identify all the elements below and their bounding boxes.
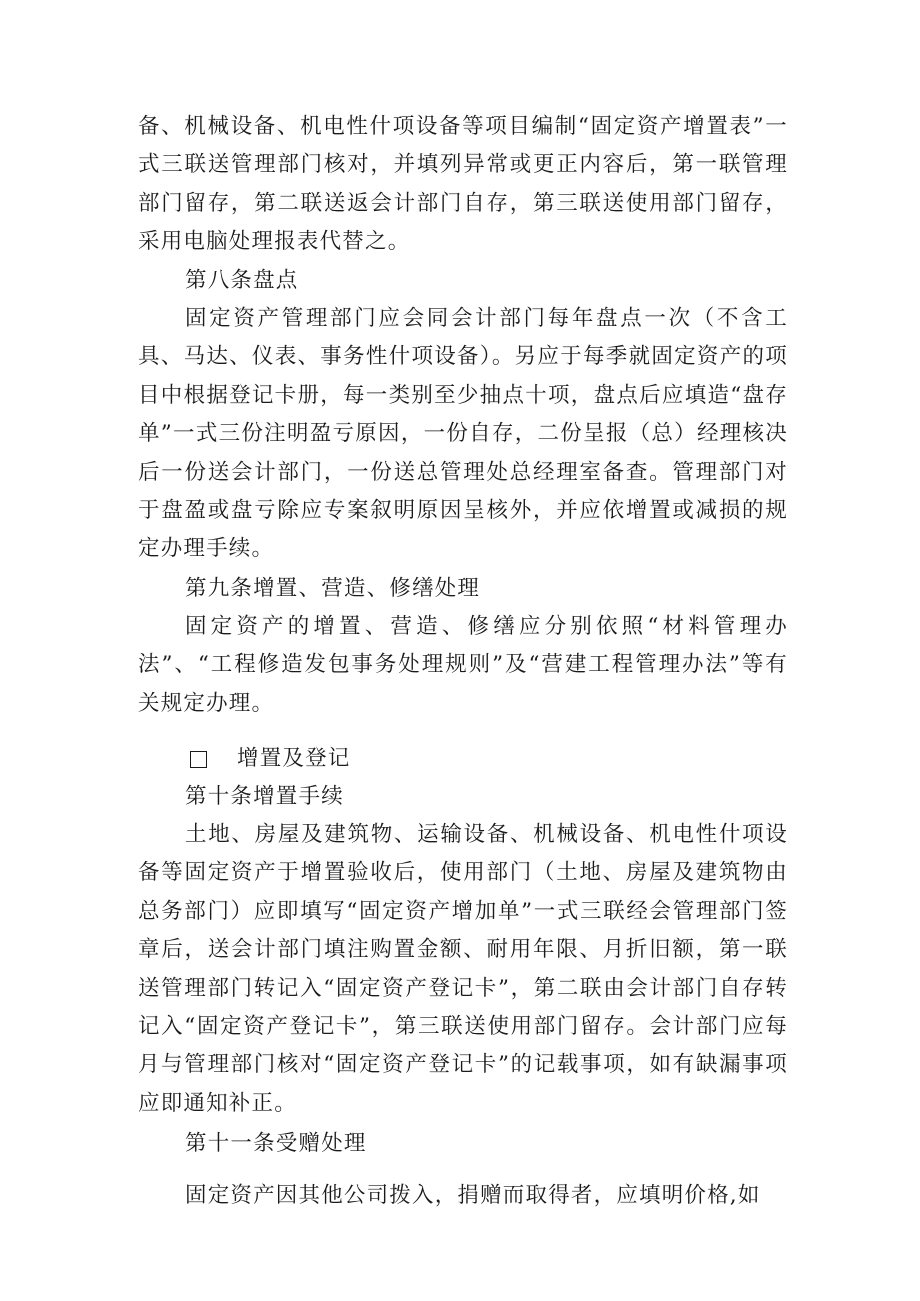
- article-10-heading: 第十条增置手续: [185, 784, 344, 809]
- section-heading: [190, 740, 351, 778]
- article-9-heading: 第九条增置、营造、修缮处理: [185, 576, 481, 601]
- section-heading-label: 增置及登记: [237, 746, 351, 771]
- paragraph-inventory-count: 固定资产管理部门应会同会计部门每年盘点一次（不含工具、马达、仪表、事务性什项设备）。另应于每季就固定资产的项目中根据登记卡册，每一类别至少抽点十项，盘点后应填造“盘存单”一式三份注明盈亏原因，一份自存，二份呈报（总）经理核决后一份送会计部门，一份送总管理处总经理室备查。管理部门对于盘盈或盘亏除应专案叙明原因呈核外，并应依增置或减损的规定办理手续。: [138, 306, 788, 562]
- paragraph-construction-repair: 固定资产的增置、营造、修缮应分别依照“材料管理办法”、“工程修造发包事务处理规则”及“营建工程管理办法”等有关规定办理。: [138, 614, 788, 716]
- paragraph-asset-addition-form: 备、机械设备、机电性什项设备等项目编制“固定资产增置表”一式三联送管理部门核对，并填列异常或更正内容后，第一联管理部门留存，第二联送返会计部门自存，第三联送使用部门留存，采用电脑处理报表代替之。: [138, 114, 788, 255]
- article-8-heading: 第八条盘点: [185, 268, 299, 293]
- paragraph-addition-procedure: 土地、房屋及建筑物、运输设备、机械设备、机电性什项设备等固定资产于增置验收后，使用部门（土地、房屋及建筑物由总务部门）应即填写“固定资产增加单”一式三联经会管理部门签章后，送会计部门填注购置金额、耐用年限、月折旧额，第一联送管理部门转记入“固定资产登记卡”，第二联由会计部门自存转记入“固定资产登记卡”，第三联送使用部门留存。会计部门应每月与管理部门核对“固定资产登记卡”的记载事项，如有缺漏事项应即通知补正。: [138, 822, 788, 1116]
- checkbox-icon: [190, 751, 207, 768]
- paragraph-donation: 固定资产因其他公司拨入，捐赠而取得者，应填明价格,如: [185, 1183, 761, 1208]
- article-11-heading: 第十一条受赠处理: [185, 1131, 367, 1156]
